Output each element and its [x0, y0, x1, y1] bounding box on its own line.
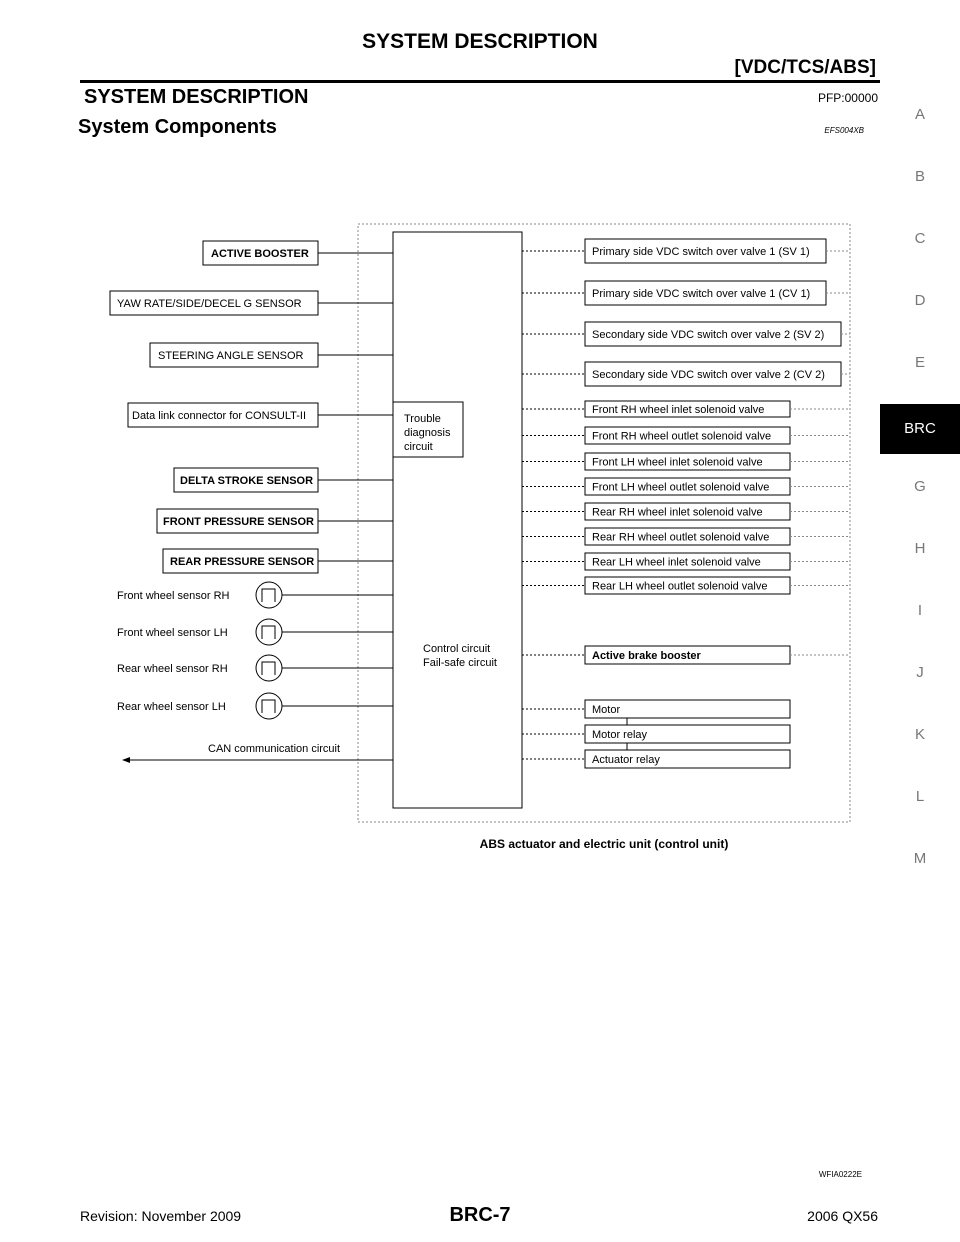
output-label: Secondary side VDC switch over valve 2 (SV 2) — [592, 329, 825, 341]
control-block — [393, 232, 522, 808]
page-header-subtitle: [VDC/TCS/ABS] — [734, 57, 876, 78]
can-label: CAN communication circuit — [208, 743, 341, 755]
side-index-j[interactable]: J — [916, 664, 924, 681]
output-label: Front RH wheel outlet solenoid valve — [592, 430, 772, 443]
output-label: Rear LH wheel outlet solenoid valve — [592, 580, 768, 593]
trouble-diagnosis-label: Trouble — [404, 413, 441, 425]
output-label: Front LH wheel inlet solenoid valve — [592, 456, 763, 469]
side-index-d[interactable]: D — [914, 292, 926, 309]
wheel-sensor-icon — [256, 582, 282, 608]
output-label: Motor relay — [592, 729, 648, 741]
wheel-sensor-label: Rear wheel sensor LH — [117, 701, 226, 713]
side-index-b[interactable]: B — [914, 168, 925, 185]
subsection-title: System Components — [78, 116, 277, 138]
footer-model: 2006 QX56 — [807, 1208, 878, 1224]
pulse-symbol — [262, 589, 275, 602]
side-index-a[interactable]: A — [914, 106, 925, 123]
figure-code: WFIA0222E — [818, 1170, 862, 1179]
pulse-symbol — [262, 700, 275, 713]
wheel-sensor-icon — [256, 693, 282, 719]
section-code: PFP:00000 — [817, 91, 878, 105]
side-index-brc[interactable]: BRC — [880, 404, 960, 454]
side-index-c[interactable]: C — [914, 230, 926, 247]
output-label: Rear RH wheel inlet solenoid valve — [592, 506, 763, 519]
side-index-g[interactable]: G — [914, 478, 926, 495]
trouble-diagnosis-label: diagnosis — [404, 427, 451, 439]
footer-revision: Revision: November 2009 — [80, 1208, 242, 1224]
side-index-l[interactable]: L — [915, 788, 925, 805]
wheel-sensor-label: Front wheel sensor RH — [117, 590, 230, 602]
input-label: FRONT PRESSURE SENSOR — [163, 516, 314, 528]
output-label: Rear RH wheel outlet solenoid valve — [592, 531, 770, 544]
footer-page-number: BRC-7 — [449, 1204, 511, 1226]
output-label: Front LH wheel outlet solenoid valve — [592, 481, 770, 494]
side-index-e[interactable]: E — [914, 354, 925, 371]
input-label: STEERING ANGLE SENSOR — [158, 350, 304, 362]
output-label: Secondary side VDC switch over valve 2 (CV 2) — [592, 369, 825, 381]
wheel-sensor-icon — [256, 655, 282, 681]
input-label: ACTIVE BOOSTER — [211, 248, 309, 260]
input-label: Data link connector for CONSULT-II — [132, 410, 307, 422]
output-label: Primary side VDC switch over valve 1 (SV 1) — [592, 246, 810, 258]
control-circuit-label: Control circuit — [423, 643, 491, 655]
wheel-sensor-label: Front wheel sensor LH — [117, 627, 228, 639]
page-header-title: SYSTEM DESCRIPTION — [362, 30, 598, 53]
unit-caption: ABS actuator and electric unit (control unit) — [479, 837, 729, 851]
side-index-m[interactable]: M — [913, 850, 927, 867]
section-title: SYSTEM DESCRIPTION — [84, 86, 309, 108]
can-arrow — [122, 757, 130, 763]
wheel-sensor-icon — [256, 619, 282, 645]
side-index-k[interactable]: K — [914, 726, 925, 743]
trouble-diagnosis-label: circuit — [404, 441, 433, 453]
pulse-symbol — [262, 662, 275, 675]
wheel-sensor-label: Rear wheel sensor RH — [117, 663, 228, 675]
side-index-h[interactable]: H — [914, 540, 926, 557]
output-label: Actuator relay — [592, 754, 660, 766]
output-label: Rear LH wheel inlet solenoid valve — [592, 556, 761, 569]
output-label: Primary side VDC switch over valve 1 (CV 1) — [592, 288, 811, 300]
control-circuit-label: Fail-safe circuit — [423, 657, 497, 669]
side-index-i[interactable]: I — [917, 602, 923, 619]
input-label: REAR PRESSURE SENSOR — [170, 556, 315, 568]
input-label: DELTA STROKE SENSOR — [180, 475, 314, 487]
output-label: Motor — [592, 704, 621, 716]
input-label: YAW RATE/SIDE/DECEL G SENSOR — [117, 298, 302, 310]
output-label: Front RH wheel inlet solenoid valve — [592, 404, 765, 416]
subsection-code: EFS004XB — [824, 126, 864, 135]
output-label: Active brake booster — [592, 650, 701, 662]
pulse-symbol — [262, 626, 275, 639]
